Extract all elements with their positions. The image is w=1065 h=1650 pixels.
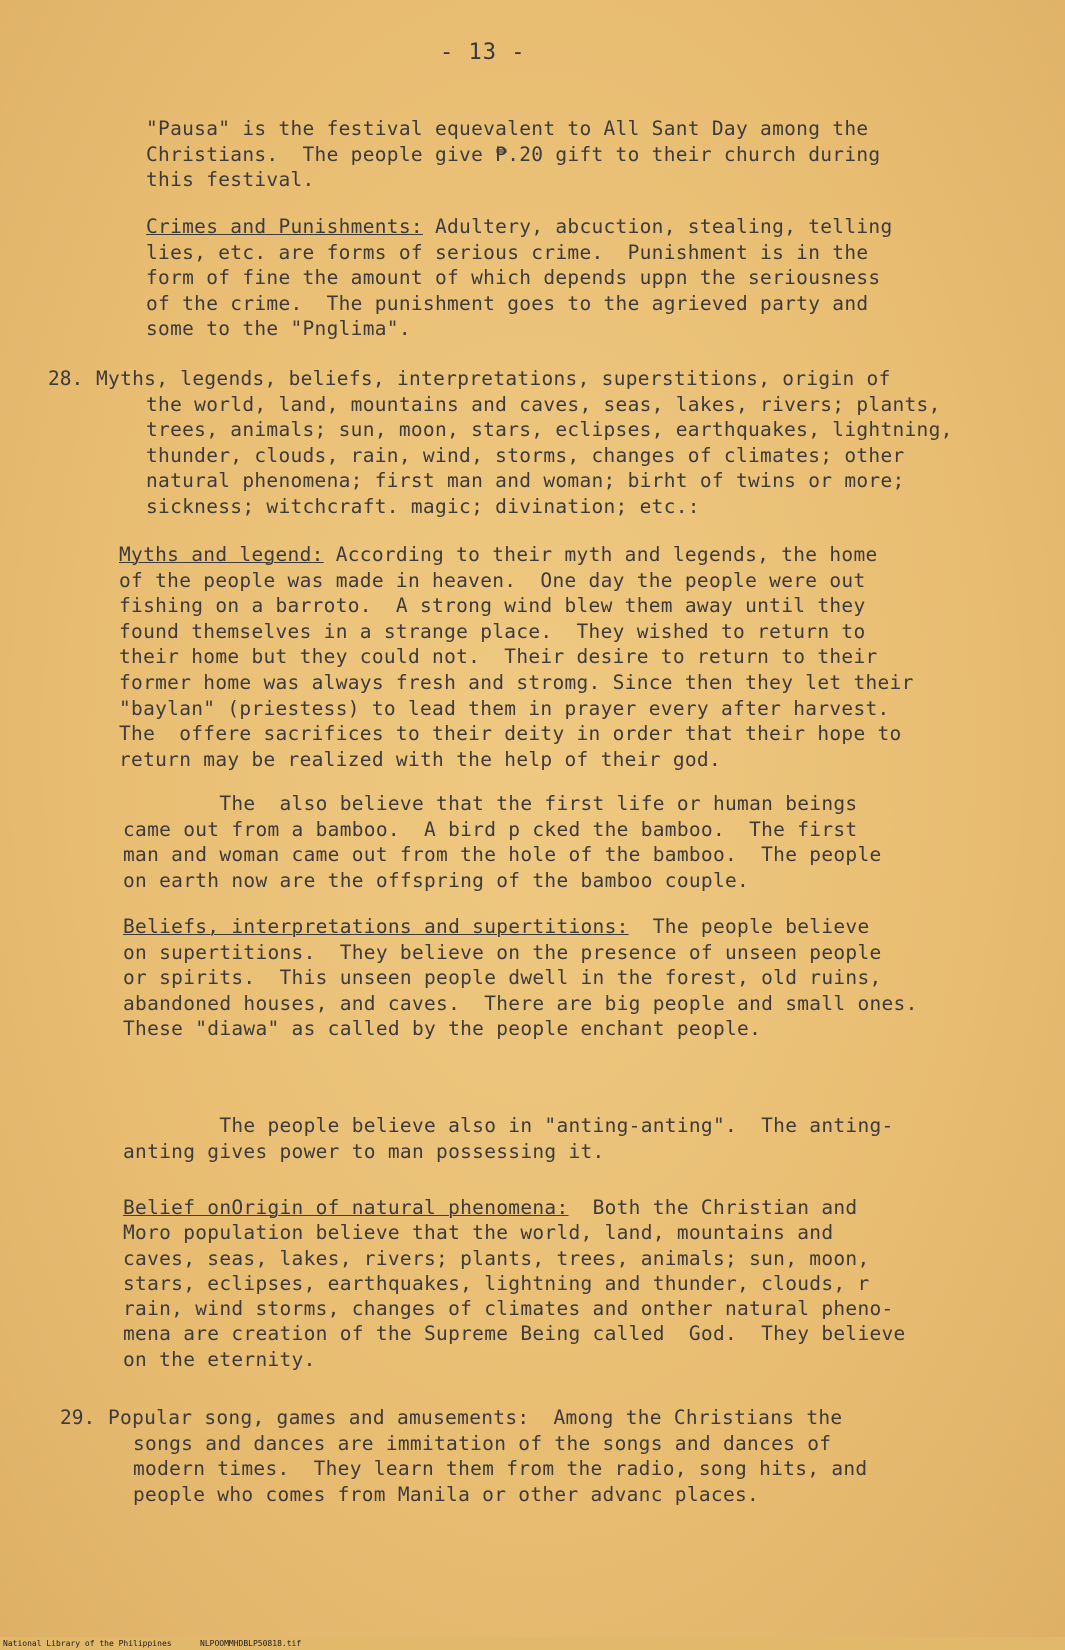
text-line: modern times. They learn them from the radio, song hits, and xyxy=(133,1457,868,1481)
text-line: caves, seas, lakes, rivers; plants, trees, animals; sun, moon, xyxy=(123,1246,870,1270)
text-line: Popular song, games and amusements: Among the Christians the xyxy=(108,1406,843,1429)
paragraph-myths xyxy=(119,542,914,772)
text-line: abandoned houses, and caves. There are big people and small ones. xyxy=(123,991,918,1015)
text-line: return may be realized with the help of their god. xyxy=(119,747,721,771)
item-28-body xyxy=(146,392,953,520)
footer-filename: NLPOOMMHDBLP50818.tif xyxy=(200,1639,302,1648)
text-line: The also believe that the first life or human beings xyxy=(123,792,858,815)
text-line: "Pausa" is the festival equevalent to All Sant Day among the xyxy=(146,117,869,140)
text-line: on supertitions. They believe on the presence of unseen people xyxy=(123,940,882,964)
text-line: trees, animals; sun, moon, stars, eclipses, earthquakes, lightning, xyxy=(146,418,953,442)
item-29-body xyxy=(133,1431,867,1508)
text-line: "baylan" (priestess) to lead them in prayer every after harvest. xyxy=(119,696,890,720)
text-line: rain, wind storms, changes of climates and onther natural pheno- xyxy=(123,1297,894,1321)
text-line: stars, eclipses, earthquakes, lightning and thunder, clouds, r xyxy=(123,1271,870,1295)
text-line: or spirits. This unseen people dwell in the forest, old ruins, xyxy=(123,966,882,990)
text-line: These "diawa" as called by the people enchant people. xyxy=(123,1017,762,1041)
paragraph-origin xyxy=(123,1195,906,1372)
text-line: came out from a bamboo. A bird p cked the bamboo. The first xyxy=(123,817,858,841)
text-line: songs and dances are immitation of the songs and dances of xyxy=(133,1431,832,1455)
section-heading: Beliefs, interpretations and supertitions: xyxy=(123,915,629,938)
text-line: found themselves in a strange place. They wished to return to xyxy=(119,619,866,643)
text-line: form of fine the amount of which depends uppn the seriousness xyxy=(146,266,881,290)
text-line: sickness; witchcraft. magic; divination; etc.: xyxy=(146,494,700,518)
text-line: Myths, legends, beliefs, interpretations, superstitions, origin of xyxy=(96,367,891,390)
text-line: The people believe also in "anting-anting". The anting- xyxy=(123,1114,894,1137)
section-heading: Myths and legend: xyxy=(119,543,324,566)
text-line: fishing on a barroto. A strong wind blew them away until they xyxy=(119,594,866,618)
text-line: Christians. The people give ₱.20 gift to their church during xyxy=(146,142,881,166)
text-line: people who comes from Manila or other advanc places. xyxy=(133,1482,760,1506)
paragraph-beliefs xyxy=(123,914,918,1042)
paragraph-bamboo xyxy=(123,791,882,893)
text-line: Moro population believe that the world, land, mountains and xyxy=(123,1221,834,1245)
paragraph-pausa xyxy=(146,116,880,193)
section-heading: Belief onOrigin of natural phenomena: xyxy=(123,1196,569,1219)
text-line: The offere sacrifices to their deity in order that their hope to xyxy=(119,722,902,746)
text-line: some to the "Pnglima". xyxy=(146,317,411,341)
text-line: this festival. xyxy=(146,168,315,192)
item-29-first-line xyxy=(108,1405,842,1431)
item-28-first-line xyxy=(96,366,891,392)
text-line: natural phenomena; first man and woman; birht of twins or more; xyxy=(146,469,905,493)
item-number: 29. xyxy=(60,1406,96,1429)
text-line: the world, land, mountains and caves, seas, lakes, rivers; plants, xyxy=(146,392,941,416)
text-line: Myths and legend: According to their myth and legends, the home xyxy=(119,543,878,566)
text-line: lies, etc. are forms of serious crime. Punishment is in the xyxy=(146,240,869,264)
section-heading: Crimes and Punishments: xyxy=(146,215,423,238)
text-line: thunder, clouds, rain, wind, storms, changes of climates; other xyxy=(146,443,905,467)
text-line: anting gives power to man possessing it. xyxy=(123,1139,605,1163)
text-line: former home was always fresh and stromg. Since then they let their xyxy=(119,670,914,694)
text-line: man and woman came out from the hole of the bamboo. The people xyxy=(123,843,882,867)
text-line: Belief onOrigin of natural phenomena: Both the Christian and xyxy=(123,1196,858,1219)
paragraph-crimes xyxy=(146,214,892,342)
archive-footer xyxy=(0,1637,1065,1650)
text-line: of the crime. The punishment goes to the agrieved party and xyxy=(146,291,869,315)
text-line: of the people was made in heaven. One day the people were out xyxy=(119,568,866,592)
text-line: mena are creation of the Supreme Being called God. They believe xyxy=(123,1322,906,1346)
text-line: Beliefs, interpretations and supertitions: The people believe xyxy=(123,915,870,938)
footer-library: National Library of the Philippines xyxy=(3,1639,172,1648)
text-line: their home but they could not. Their desire to return to their xyxy=(119,645,878,669)
text-line: on the eternity. xyxy=(123,1347,316,1371)
text-line: on earth now are the offspring of the bamboo couple. xyxy=(123,868,750,892)
page-number: - 13 - xyxy=(440,40,526,65)
text-line: Crimes and Punishments: Adultery, abcuction, stealing, telling xyxy=(146,215,893,238)
item-number: 28. xyxy=(48,367,84,390)
paragraph-anting-anting xyxy=(123,1113,894,1164)
